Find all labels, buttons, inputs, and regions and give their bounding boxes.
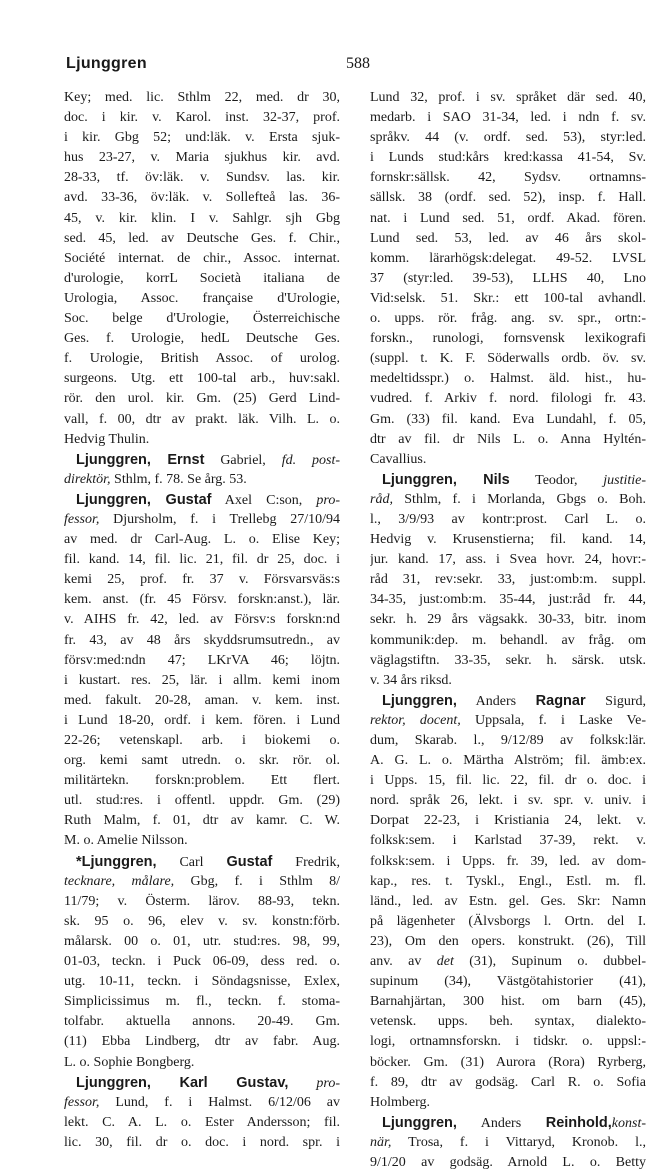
text-line xyxy=(64,1012,340,1032)
text-line xyxy=(64,570,340,590)
line-text: (31), Supinum o. dubbel- xyxy=(453,954,646,970)
line-text: Barnahjärtan, 300 hist. om barn (45), xyxy=(370,994,646,1010)
line-text: 28-33, tf. öv:läk. v. Sundsv. las. kir. xyxy=(64,170,340,186)
line-text: Anders xyxy=(456,1115,546,1131)
italic-text: råd, xyxy=(370,491,393,507)
line-text: Gbg, f. i Sthlm 8/ xyxy=(174,873,340,889)
text-line xyxy=(64,450,340,470)
line-text: 37 (styr:led. 39-53), LLHS 40, Lno xyxy=(370,270,646,286)
text-line xyxy=(370,470,646,490)
text-line xyxy=(370,1032,646,1052)
line-text: språkv. 44 (v. ordf. sed. 53), styr:led. xyxy=(370,130,646,146)
text-line xyxy=(64,932,340,952)
text-line xyxy=(370,631,646,651)
italic-text: fessor, xyxy=(64,1094,100,1110)
italic-text: det xyxy=(436,954,454,970)
line-text: v. AIHS fr. 42, led. av Försv:s forskn:nd xyxy=(64,612,340,628)
line-text: fr. 43, av 48 års skyddsrumsutredn., av xyxy=(64,632,340,648)
line-text: Ges. f. Urologie, hedL Deutsche Ges. xyxy=(64,331,340,347)
line-text: i Lund 18-20, ordf. i kem. fören. i Lund xyxy=(64,712,340,728)
text-line xyxy=(64,269,340,289)
line-text: Holmberg. xyxy=(370,1094,431,1110)
text-line xyxy=(370,1093,646,1113)
line-text: lekt. C. A. L. o. Ester Andersson; fil. xyxy=(64,1114,340,1130)
line-text: på lägenheter (Älvsborgs l. Ortn. del I. xyxy=(370,913,646,929)
italic-text: tecknare, målare, xyxy=(64,873,175,889)
line-text: Fredrik, xyxy=(272,854,340,870)
line-text: jur. kand. 17, ass. i Svea hovr. 24, hovr:- xyxy=(370,552,646,568)
line-text: Lund, f. i Halmst. 6/12/06 av xyxy=(99,1094,340,1110)
text-line xyxy=(64,892,340,912)
line-text: Vid:selsk. 51. Skr.: ett 100-tal avhandl. xyxy=(370,290,646,306)
text-line xyxy=(64,289,340,309)
text-line xyxy=(370,88,646,108)
text-line xyxy=(370,1133,646,1153)
entry-headword: *Ljunggren, xyxy=(76,853,157,870)
line-text: vudred. f. Arkiv f. nord. filologi fr. 43. xyxy=(370,391,646,407)
entry-headword: Ljunggren, Karl Gustav, xyxy=(76,1074,289,1091)
text-line xyxy=(64,188,340,208)
text-line xyxy=(370,229,646,249)
text-line xyxy=(64,249,340,269)
line-text: Simplicissimus m. fl., teckn. f. stoma- xyxy=(64,994,340,1010)
line-text: Sthlm, f. i Morlanda, Gbgs o. Boh. xyxy=(392,491,646,507)
text-line xyxy=(370,972,646,992)
line-text: försv:med:ndn 47; LKrVA 46; löjtn. xyxy=(64,652,340,668)
line-text: l., 3/9/93 av kontr:prost. Carl L. o. xyxy=(370,511,646,527)
line-text: sällsk. 38 (ordf. sed. 52), insp. f. Hall. xyxy=(370,190,646,206)
text-line xyxy=(64,369,340,389)
text-line xyxy=(370,872,646,892)
line-text: (suppl. t. K. F. Söderwalls ordb. öv. sv. xyxy=(370,351,646,367)
line-text: d'urologie, korrL Società italiana de xyxy=(64,270,340,286)
line-text: nord. språk 26, lekt. i sv. spr. v. univ. i xyxy=(370,793,646,809)
text-line xyxy=(64,1053,340,1073)
text-line xyxy=(64,168,340,188)
line-text: Uppsala, f. i Laske Ve- xyxy=(460,712,646,728)
line-text: 01-03, teckn. i Puck 06-09, dess red. o. xyxy=(64,954,340,970)
line-text: Ruth Malm, f. 01, dtr av kamr. C. W. xyxy=(64,813,340,829)
italic-text: fessor, xyxy=(64,511,100,527)
line-text: vetensk. upps. beh. syntax, dialekto- xyxy=(370,1014,646,1030)
text-line xyxy=(370,610,646,630)
text-line xyxy=(370,932,646,952)
line-text: Axel C:son, xyxy=(211,492,317,508)
line-text: Key; med. lic. Sthlm 22, med. dr 30, xyxy=(64,90,340,105)
text-line xyxy=(64,430,340,450)
line-text: sk. 95 o. 96, elev v. sv. konstn:förb. xyxy=(64,913,340,929)
line-text: logi, ortnamnsforskn. i tidskr. o. uppsl:- xyxy=(370,1034,646,1050)
text-line xyxy=(370,349,646,369)
line-text: f. 89, dtr av godsäg. Carl R. o. Sofia xyxy=(370,1074,646,1090)
line-text: kemi 25, prof. fr. 37 v. Försvarsväs:s xyxy=(64,572,340,588)
line-text: folksk:sem. i Upps. fr. 39, led. av dom- xyxy=(370,853,646,869)
text-line xyxy=(64,410,340,430)
text-line xyxy=(370,510,646,530)
entry-headword: Ljunggren, xyxy=(382,692,457,709)
text-line xyxy=(370,731,646,751)
line-text: Anders xyxy=(456,693,536,709)
text-line xyxy=(370,751,646,771)
text-line xyxy=(64,550,340,570)
text-line xyxy=(370,952,646,972)
text-line xyxy=(64,148,340,168)
text-line xyxy=(370,1153,646,1173)
text-line xyxy=(370,148,646,168)
line-text: org. kemi samt utredn. o. skr. rör. ol. xyxy=(64,753,340,769)
line-text: 23), Om den opers. konstrukt. (26), Till xyxy=(370,933,646,949)
text-line xyxy=(370,671,646,691)
line-text: målarsk. 00 o. 01, utr. stud:res. 98, 99, xyxy=(64,933,340,949)
line-text: kap., res. t. Tyskl., Engl., Estl. m. fl. xyxy=(370,873,646,889)
text-line xyxy=(370,369,646,389)
italic-text: rektor, docent, xyxy=(370,712,461,728)
entry-headword: Ljunggren, xyxy=(382,1114,457,1131)
text-line xyxy=(370,912,646,932)
text-line xyxy=(64,349,340,369)
line-text: utg. 10-11, teckn. i Söndagsnisse, Exlex, xyxy=(64,974,340,990)
line-text: Trosa, f. i Vittaryd, Kronob. l., xyxy=(391,1134,646,1150)
line-text: tolfabr. aktuella annons. 20-49. Gm. xyxy=(64,1014,340,1030)
italic-text: pro- xyxy=(316,492,340,508)
line-text: 11/79; v. Österm. lärov. 88-93, tekn. xyxy=(64,893,340,909)
text-line xyxy=(370,530,646,550)
entry-headword: Ljunggren, Nils xyxy=(382,471,510,488)
text-line xyxy=(64,691,340,711)
line-text xyxy=(288,1076,316,1091)
line-text: dtr av fil. dr Nils L. o. Anna Hyltén- xyxy=(370,431,646,447)
line-text: Hedvig Thulin. xyxy=(64,431,150,447)
text-line xyxy=(64,972,340,992)
line-text: anv. av xyxy=(370,954,437,970)
line-text: sed. 45, led. av Deutsche Ges. f. Chir., xyxy=(64,230,340,246)
text-line xyxy=(370,892,646,912)
line-text: supinum (34), Västgötahistorier (41), xyxy=(370,974,646,990)
line-text: medarb. i SAO 31-34, led. i ndn f. sv. xyxy=(370,110,646,126)
line-text: länd., led. av Estn. gel. Ges. Skr: Namn xyxy=(370,893,646,909)
line-text: böcker. Gm. (31) Aurora (Rora) Ryrberg, xyxy=(370,1054,646,1070)
line-text: Dorpat 22-23, i Kristiania 24, lekt. v. xyxy=(370,813,646,829)
line-text: nat. i Lund sed. 51, ordf. Akad. fören. xyxy=(370,210,646,226)
text-line xyxy=(64,852,340,872)
line-text: komm. lärarhögsk:delegat. 49-52. LVSL xyxy=(370,250,646,266)
text-line xyxy=(64,1073,340,1093)
text-line xyxy=(370,992,646,1012)
line-text: av med. dr Carl-Aug. L. o. Elise Key; xyxy=(64,532,340,548)
line-text: Société internat. de chir., Assoc. internat. xyxy=(64,250,340,266)
italic-text: konst- xyxy=(611,1115,646,1131)
italic-text: pro- xyxy=(316,1075,340,1091)
italic-text: justitie- xyxy=(603,472,646,488)
italic-text: när, xyxy=(370,1134,392,1150)
text-line xyxy=(370,389,646,409)
text-line xyxy=(370,450,646,470)
line-text: Sigurd, xyxy=(585,693,646,709)
text-line xyxy=(64,952,340,972)
page-number: 588 xyxy=(346,55,370,72)
text-line xyxy=(64,912,340,932)
running-title: Ljunggren xyxy=(66,55,147,72)
right-column xyxy=(370,88,646,1173)
text-line xyxy=(64,329,340,349)
line-text: Djursholm, f. i Trellebg 27/10/94 xyxy=(99,511,340,527)
text-line xyxy=(64,872,340,892)
text-line xyxy=(370,651,646,671)
line-text: fornskr:sällsk. 42, Sydsv. ortnamns- xyxy=(370,170,646,186)
line-text: 9/1/20 av godsäg. Arnold L. o. Betty xyxy=(370,1154,646,1170)
line-text: sekr. h. 29 års vägsakk. 30-33, bitr. inom xyxy=(370,612,646,628)
line-text: utl. stud:res. i offentl. uppdr. Gm. (29) xyxy=(64,793,340,809)
line-text: o. upps. rör. fråg. ang. sv. spr., ortn:- xyxy=(370,311,646,327)
line-text: i kir. Gbg 52; und:läk. v. Ersta sjuk- xyxy=(64,130,340,146)
line-text: kem. anst. (fr. 45 Försv. forskn:anst.), lär. xyxy=(64,592,340,608)
text-line xyxy=(370,269,646,289)
text-line xyxy=(370,590,646,610)
text-line xyxy=(370,410,646,430)
text-line xyxy=(64,610,340,630)
text-line xyxy=(370,128,646,148)
text-line xyxy=(64,510,340,530)
line-text: hus 23-27, v. Maria sjukhus kir. avd. xyxy=(64,150,340,166)
line-text: råd 31, rev:sekr. 33, just:omb:m. suppl. xyxy=(370,572,646,588)
text-line xyxy=(64,209,340,229)
line-text: Gabriel, xyxy=(204,452,282,468)
line-text: Urologia, Assoc. française d'Urologie, xyxy=(64,290,340,306)
text-line xyxy=(64,671,340,691)
line-text: L. o. Sophie Bongberg. xyxy=(64,1054,195,1070)
line-text: Sthlm, f. 78. Se årg. 53. xyxy=(110,471,247,487)
line-text: Carl xyxy=(156,854,227,870)
text-line xyxy=(64,530,340,550)
text-line xyxy=(370,1012,646,1032)
text-line xyxy=(370,249,646,269)
line-text: lic. 30, fil. dr o. doc. i nord. spr. i xyxy=(64,1134,340,1150)
line-text: Cavallius. xyxy=(370,451,427,467)
text-line xyxy=(370,1053,646,1073)
text-line xyxy=(370,691,646,711)
line-text: dum, Skarab. l., 9/12/89 av folksk:lär. xyxy=(370,733,646,748)
line-text: vall, f. 00, dtr av prakt. läk. Vilh. L. o. xyxy=(64,411,340,427)
entry-headword: Reinhold, xyxy=(545,1114,612,1131)
text-line xyxy=(370,329,646,349)
line-text: med. fakult. 20-28, aman. v. kem. inst. xyxy=(64,692,340,708)
left-column xyxy=(64,88,340,1153)
line-text: i Upps. 15, fil. lic. 22, fil. dr o. doc. i xyxy=(370,773,646,789)
text-line xyxy=(64,751,340,771)
text-line xyxy=(64,731,340,751)
text-line xyxy=(64,631,340,651)
text-line xyxy=(64,1113,340,1133)
line-text: M. o. Amelie Nilsson. xyxy=(64,833,188,849)
line-text: Gm. (33) fil. kand. Eva Lundahl, f. 05, xyxy=(370,411,646,427)
text-line xyxy=(64,1133,340,1153)
line-text: Hedvig v. Krusenstierna; fil. kand. 14, xyxy=(370,532,646,548)
line-text: militärtekn. forskn:problem. Ett flert. xyxy=(64,773,340,789)
line-text: fil. kand. 14, fil. lic. 21, fil. dr 25, doc. i xyxy=(64,552,340,568)
text-line xyxy=(64,771,340,791)
text-line xyxy=(370,711,646,731)
text-line xyxy=(64,711,340,731)
text-line xyxy=(64,992,340,1012)
line-text: 34-35, just:omb:m. 35-44, just:råd fr. 44, xyxy=(370,592,646,608)
line-text: i kustart. res. 25, lär. i allm. kemi inom xyxy=(64,672,340,688)
text-line xyxy=(64,811,340,831)
text-line xyxy=(370,309,646,329)
text-line xyxy=(370,108,646,128)
text-line xyxy=(370,791,646,811)
line-text: Teodor, xyxy=(509,472,604,488)
text-line xyxy=(370,1073,646,1093)
text-line xyxy=(64,128,340,148)
entry-headword: Ljunggren, Ernst xyxy=(76,451,205,468)
entry-headword: Gustaf xyxy=(226,853,273,870)
line-text: v. 34 års riksd. xyxy=(370,672,452,688)
line-text: Lund sed. 53, led. av 46 års skol- xyxy=(370,230,646,246)
text-line xyxy=(64,389,340,409)
text-line xyxy=(370,188,646,208)
text-line xyxy=(370,852,646,872)
text-line xyxy=(370,550,646,570)
line-text: Lund 32, prof. i sv. språket där sed. 40, xyxy=(370,90,646,105)
text-line xyxy=(64,651,340,671)
text-line xyxy=(370,831,646,851)
line-text: avd. 33-36, öv:läk. v. Sollefteå las. 36- xyxy=(64,190,340,206)
text-line xyxy=(64,1032,340,1052)
line-text: Soc. belge d'Urologie, Österreichische xyxy=(64,311,340,327)
text-line xyxy=(64,470,340,490)
text-line xyxy=(370,209,646,229)
text-line xyxy=(370,490,646,510)
line-text: forskn., runologi, fornsvensk lexikografi xyxy=(370,331,646,347)
text-line xyxy=(370,1113,646,1133)
line-text: rör. den urol. kir. Gm. (25) Gerd Lind- xyxy=(64,391,340,407)
line-text: i Lunds stud:kårs kred:kassa 41-54, Sv. xyxy=(370,150,646,166)
text-line xyxy=(370,771,646,791)
line-text: f. Urologie, British Assoc. of urolog. xyxy=(64,351,340,367)
line-text: väglagstiftn. 33-35, sekr. h. särsk. utsk. xyxy=(370,652,646,668)
line-text: 22-26; vetenskapl. arb. i biokemi o. xyxy=(64,733,340,748)
text-line xyxy=(64,490,340,510)
text-line xyxy=(64,229,340,249)
line-text: folksk:sem. i Karlstad 37-39, rekt. v. xyxy=(370,833,646,849)
line-text: (11) Ebba Lindberg, dtr av fabr. Aug. xyxy=(64,1034,340,1050)
line-text: medeltidsspr.) o. Halmst. äld. hist., hu- xyxy=(370,371,646,387)
text-line xyxy=(370,289,646,309)
text-line xyxy=(370,168,646,188)
italic-text: fd. post- xyxy=(281,452,340,468)
text-line xyxy=(370,811,646,831)
text-line xyxy=(64,590,340,610)
entry-headword: Ljunggren, Gustaf xyxy=(76,491,212,508)
text-line xyxy=(64,88,340,108)
text-line xyxy=(64,791,340,811)
line-text: A. G. L. o. Märtha Alström; fil. ämb:ex. xyxy=(370,753,646,769)
entry-headword: Ragnar xyxy=(535,692,586,709)
text-line xyxy=(370,430,646,450)
line-text: 45, v. kir. klin. I v. Sahlgr. sjh Gbg xyxy=(64,210,340,226)
text-line xyxy=(64,108,340,128)
line-text: kommunik:dep. m. behandl. av fråg. om xyxy=(370,632,646,648)
line-text: surgeons. Utg. ett 100-tal arb., huv:sakl. xyxy=(64,371,340,387)
text-line xyxy=(64,309,340,329)
text-line xyxy=(64,1093,340,1113)
italic-text: direktör, xyxy=(64,471,111,487)
text-line xyxy=(370,570,646,590)
line-text: doc. i kir. v. Karol. inst. 32-37, prof. xyxy=(64,110,340,126)
text-line xyxy=(64,831,340,851)
